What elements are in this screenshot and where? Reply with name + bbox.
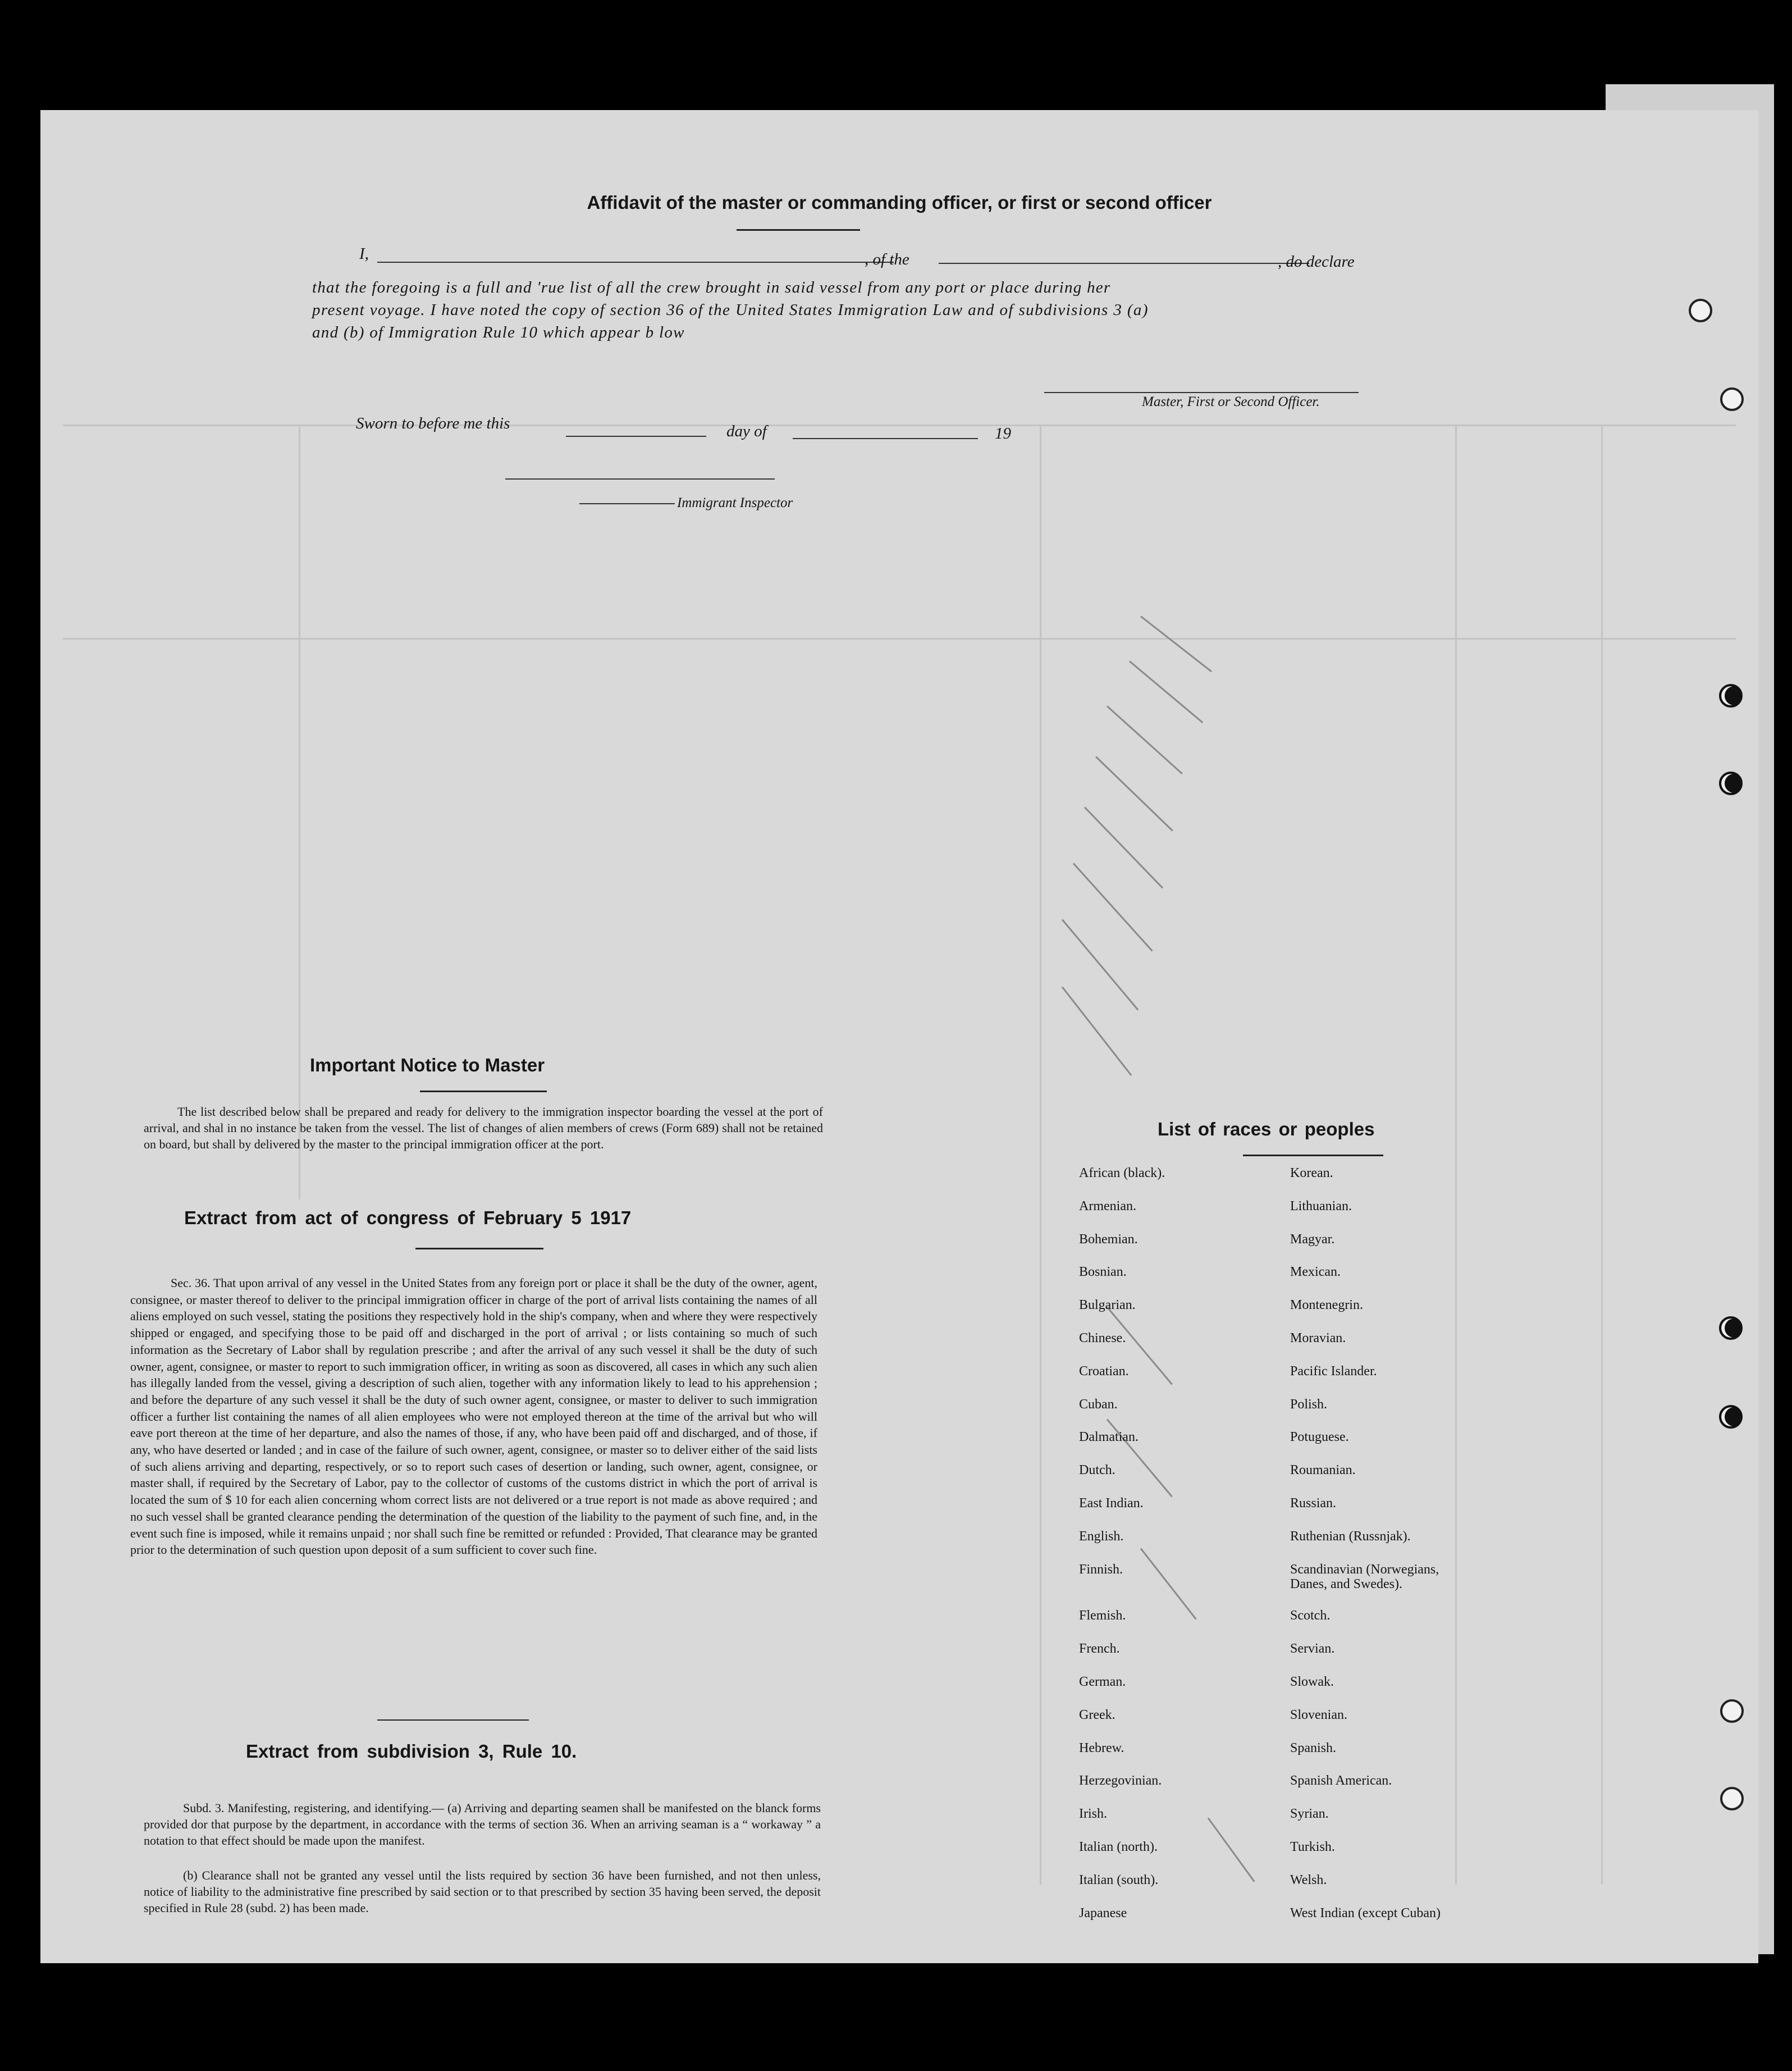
race-item: Flemish. [1079, 1608, 1126, 1623]
act-end-rule [377, 1719, 529, 1721]
race-item: Polish. [1290, 1397, 1328, 1412]
sworn-year: 19 [995, 425, 1011, 443]
pencil-mark [1140, 615, 1212, 672]
race-item: Roumanian. [1290, 1463, 1356, 1478]
notice-text: The list described below shall be prepared and ready for delivery to the immigration inspector boarding the vessel at the port of arrival, and shal in no instance be taken from the vessel. The list of changes of alien members of crews (Form 689) shall not be retained on board, but shall by delivered by the master to the principal immigration officer at the port. [144, 1105, 823, 1151]
race-item: Bosnian. [1079, 1265, 1127, 1280]
race-item: Turkish. [1290, 1840, 1335, 1854]
race-item: Pacific Islander. [1290, 1363, 1377, 1379]
document-page [40, 110, 1758, 1963]
ghost-rule [63, 425, 1736, 426]
binder-hole [1689, 299, 1712, 322]
pencil-mark [1073, 863, 1153, 951]
affidavit-heading: Affidavit of the master or commanding officer, or first or second officer [587, 192, 1212, 213]
race-item: Slowak. [1290, 1675, 1334, 1689]
race-item: Herzegovinian. [1079, 1773, 1162, 1789]
race-item: Irish. [1079, 1807, 1107, 1822]
race-item: Croatian. [1079, 1363, 1129, 1379]
pencil-mark [1062, 919, 1139, 1011]
heading-underline [737, 229, 860, 231]
inspector-label: Immigrant Inspector [677, 495, 793, 510]
race-item: Scotch. [1290, 1608, 1331, 1623]
binder-hole [1719, 1405, 1743, 1429]
ghost-rule [63, 638, 1736, 640]
binder-hole [1720, 1699, 1744, 1723]
rule-heading: Extract from subdivision 3, Rule 10. [246, 1741, 577, 1762]
signature-label: Master, First or Second Officer. [1142, 394, 1320, 409]
pencil-mark [1129, 660, 1203, 723]
binder-hole [1719, 1316, 1743, 1340]
race-item: English. [1079, 1529, 1124, 1544]
races-heading: List of races or peoples [1158, 1119, 1375, 1139]
inspector-signature-blank[interactable] [505, 478, 775, 480]
race-item: Cuban. [1079, 1397, 1118, 1412]
race-item: Mexican. [1290, 1265, 1341, 1280]
race-item: Montenegrin. [1290, 1298, 1363, 1313]
race-item: Italian (south). [1079, 1872, 1159, 1887]
race-item: Italian (north). [1079, 1840, 1158, 1854]
pencil-mark [1095, 756, 1173, 831]
race-item: West Indian (except Cuban) [1290, 1905, 1441, 1921]
affidavit-line3: present voyage. I have noted the copy of section 36 of the United States Immigration Law and of subdivisions 3 (a) [312, 301, 1149, 319]
race-item: French. [1079, 1641, 1120, 1657]
race-item: Ruthenian (Russnjak). [1290, 1529, 1411, 1544]
race-item: Dutch. [1079, 1463, 1116, 1478]
ghost-rule [299, 425, 300, 1199]
race-item: Spanish. [1290, 1740, 1337, 1755]
race-item: Moravian. [1290, 1331, 1346, 1345]
race-item: Korean. [1290, 1166, 1333, 1180]
act-text: Sec. 36. That upon arrival of any vessel in the United States from any foreign port or place it shall be the duty of the owner, agent, consignee, or master thereof to deliver to the principal immigration officer in charge of the port of arrival lists containing the names of all aliens employed on such vessel, stating the positions they respectively hold in the ship's company, when and where they were respectively shipped or engaged, and specifying those to be paid off and discharged in the port of arrival ; or lists containing so much of such information as the Secretary of Labor shall by regulation prescribe ; and after the arrival of any such vessel it shall be the duty of such owner, agent, consignee, or master to report to such immigration officer, in writing as soon as discovered, all cases in which any such alien has illegally landed from the vessel, giving a description of such alien, together with any information likely to lead to his apprehension ; and before the departure of any such vessel it shall be the duty of such owner agent, consignee, or master to deliver to such immigration officer a further list containing the names of all alien employees who were not employed thereon at the time of the arrival but who will eave port thereon at the time of her departure, and also the names of those, if any, who have been paid off and discharged, and of those, if any, who have deserted or landed ; and in case of the failure of such owner, agent, consignee, or master so to deliver either of the said lists of such aliens arriving and departing, respectively, or so to report such cases of desertion or landing, such owner, agent, consignee, or master shall, if required by the Secretary of Labor, pay to the collector of customs of the customs district in which the port of arrival is located the sum of $ 10 for each alien concerning whom correct lists are not delivered or a true report is not made as above required ; and no such vessel shall be granted clearance pending the determination of the question of the liability to the payment of such fine, and, in the event such fine is imposed, while it remains unpaid ; nor shall such fine be remitted or refunded : Provided, That clearance may be granted prior to the determination of such question upon deposit of a sum sufficient to cover such fine. [130, 1276, 817, 1557]
race-item: German. [1079, 1675, 1126, 1689]
pencil-mark [1140, 1548, 1197, 1620]
race-item: Bohemian. [1079, 1231, 1138, 1247]
sworn-month-blank[interactable] [793, 438, 978, 439]
race-item: Chinese. [1079, 1331, 1126, 1345]
binder-hole [1720, 387, 1744, 411]
binder-hole [1720, 1787, 1744, 1810]
signature-blank[interactable] [1044, 392, 1359, 393]
notice-underline [420, 1091, 547, 1092]
sworn-prefix: Sworn to before me this [356, 414, 510, 432]
notice-heading: Important Notice to Master [310, 1055, 545, 1075]
affidavit-line4: and (b) of Immigration Rule 10 which appear b low [312, 323, 685, 341]
pencil-mark [1084, 806, 1163, 888]
race-item: Hebrew. [1079, 1740, 1124, 1755]
race-item: Magyar. [1290, 1231, 1335, 1247]
ghost-rule [1455, 425, 1457, 1885]
pencil-mark [1107, 705, 1183, 774]
race-item: Slovenian. [1290, 1707, 1347, 1722]
binder-hole [1719, 772, 1743, 795]
inspector-blank-short[interactable] [579, 503, 675, 504]
race-item: Japanese [1079, 1905, 1127, 1921]
race-item: Servian. [1290, 1641, 1335, 1657]
affidavit-of-the: , of the [865, 250, 909, 268]
race-item: Scandinavian (Norwegians, Danes, and Swedes). [1290, 1562, 1439, 1591]
affidavit-i: I, [359, 245, 369, 263]
act-heading: Extract from act of congress of February 5 1917 [184, 1207, 632, 1228]
name-blank[interactable] [377, 262, 894, 263]
affidavit-line2: that the foregoing is a full and 'rue list of all the crew brought in said vessel from any port or place during her [312, 279, 1111, 296]
race-item: Lithuanian. [1290, 1198, 1352, 1214]
binder-hole [1719, 684, 1743, 708]
race-item: Bulgarian. [1079, 1298, 1136, 1313]
race-item: Dalmatian. [1079, 1430, 1139, 1445]
race-item: Russian. [1290, 1496, 1337, 1511]
race-item: Finnish. [1079, 1562, 1123, 1577]
race-item: Greek. [1079, 1707, 1116, 1722]
pencil-mark [1208, 1818, 1255, 1882]
rule-text-b: (b) Clearance shall not be granted any vessel until the lists required by section 36 have been furnished, and not then unless, notice of liability to the administrative fine prescribed by said section or to that prescribed by section 35 having been served, the deposit specified in Rule 28 (subd. 2) has been made. [144, 1868, 821, 1915]
race-item: African (black). [1079, 1166, 1165, 1180]
affidavit-do-declare: , do declare [1278, 253, 1355, 271]
sworn-day-blank[interactable] [566, 436, 706, 437]
races-underline [1243, 1155, 1383, 1156]
race-item: Armenian. [1079, 1198, 1136, 1214]
rule-text-a: Subd. 3. Manifesting, registering, and identifying.— (a) Arriving and departing seamen shall be manifested on the blanck forms provided dor that purpose by the department, in accordance with the terms of section 36. When an arriving seaman is a “ workaway ” a notation to that effect should be made upon the manifest. [144, 1801, 821, 1848]
race-item: Welsh. [1290, 1872, 1327, 1887]
race-item: East Indian. [1079, 1496, 1144, 1511]
vessel-blank[interactable] [939, 263, 1309, 264]
race-item: Syrian. [1290, 1807, 1329, 1822]
race-item: Potuguese. [1290, 1430, 1349, 1445]
act-underline [415, 1248, 543, 1249]
pencil-mark [1062, 987, 1132, 1076]
sworn-day-of: day of [726, 422, 767, 440]
ghost-rule [1040, 425, 1041, 1885]
race-item: Spanish American. [1290, 1773, 1392, 1789]
ghost-rule [1601, 425, 1603, 1885]
